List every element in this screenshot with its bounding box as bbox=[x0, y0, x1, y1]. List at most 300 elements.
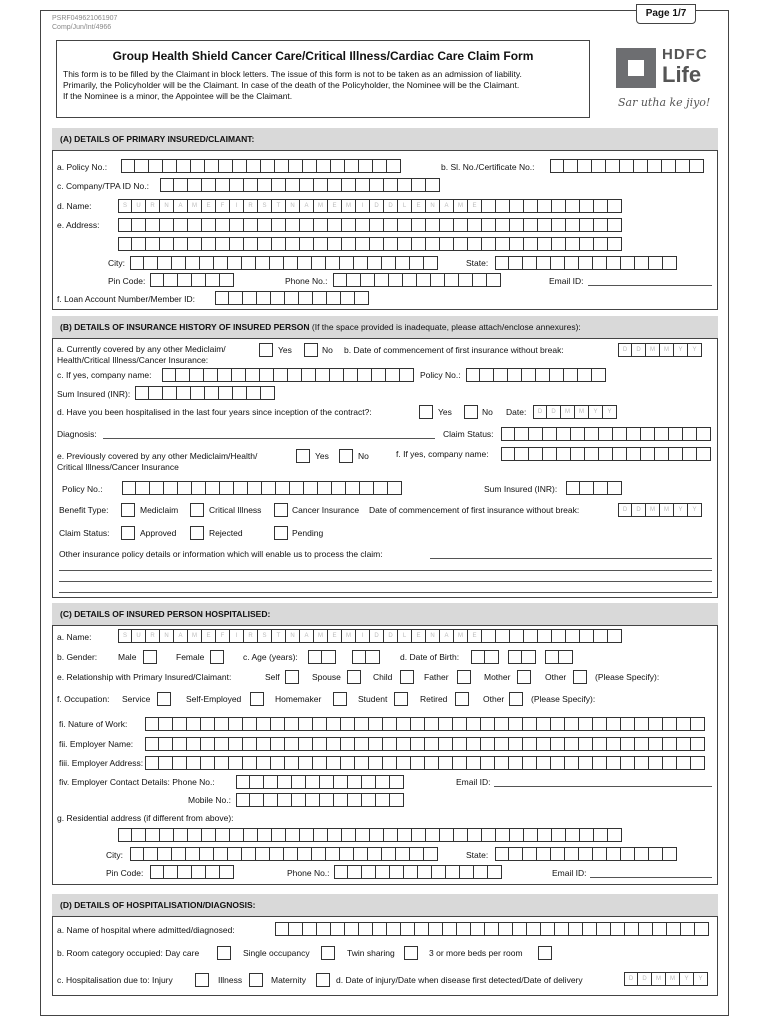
char-box[interactable] bbox=[669, 447, 683, 461]
char-box[interactable] bbox=[370, 828, 384, 842]
char-box[interactable] bbox=[374, 481, 388, 495]
char-box[interactable] bbox=[214, 847, 228, 861]
char-box[interactable] bbox=[453, 756, 467, 770]
char-box[interactable] bbox=[232, 368, 246, 382]
char-box[interactable] bbox=[509, 717, 523, 731]
char-box[interactable] bbox=[482, 218, 496, 232]
char-box[interactable] bbox=[552, 237, 566, 251]
char-box[interactable]: Y bbox=[694, 972, 708, 986]
char-box[interactable]: E bbox=[202, 199, 216, 213]
char-box[interactable] bbox=[341, 737, 355, 751]
char-box[interactable] bbox=[649, 737, 663, 751]
char-box[interactable] bbox=[697, 447, 711, 461]
char-box[interactable] bbox=[621, 847, 635, 861]
char-box[interactable] bbox=[579, 756, 593, 770]
char-box[interactable] bbox=[485, 922, 499, 936]
char-box[interactable]: S bbox=[258, 629, 272, 643]
char-box[interactable] bbox=[524, 199, 538, 213]
char-box[interactable] bbox=[334, 793, 348, 807]
char-box[interactable]: L bbox=[398, 629, 412, 643]
char-box[interactable]: M bbox=[314, 199, 328, 213]
char-box[interactable] bbox=[215, 717, 229, 731]
char-box[interactable] bbox=[214, 256, 228, 270]
char-box[interactable] bbox=[243, 291, 257, 305]
char-box[interactable] bbox=[398, 237, 412, 251]
b-c-input[interactable] bbox=[162, 368, 414, 382]
char-box[interactable] bbox=[641, 427, 655, 441]
char-box[interactable] bbox=[527, 922, 541, 936]
char-box[interactable] bbox=[355, 737, 369, 751]
char-box[interactable] bbox=[215, 756, 229, 770]
char-box[interactable]: A bbox=[300, 199, 314, 213]
char-box[interactable]: D bbox=[638, 972, 652, 986]
c-fiii-input[interactable] bbox=[145, 756, 705, 770]
char-box[interactable] bbox=[432, 865, 446, 879]
char-box[interactable] bbox=[404, 865, 418, 879]
char-box[interactable] bbox=[250, 775, 264, 789]
char-box[interactable] bbox=[536, 368, 550, 382]
char-box[interactable] bbox=[383, 756, 397, 770]
char-box[interactable] bbox=[398, 178, 412, 192]
char-box[interactable] bbox=[529, 427, 543, 441]
char-box[interactable] bbox=[580, 481, 594, 495]
char-box[interactable] bbox=[580, 629, 594, 643]
char-box[interactable] bbox=[200, 847, 214, 861]
char-box[interactable] bbox=[188, 237, 202, 251]
student-checkbox[interactable] bbox=[394, 692, 408, 706]
b-other-line-4[interactable] bbox=[59, 592, 712, 593]
b-a-no-checkbox[interactable] bbox=[304, 343, 318, 357]
char-box[interactable] bbox=[566, 481, 580, 495]
char-box[interactable] bbox=[218, 368, 232, 382]
char-box[interactable] bbox=[485, 650, 499, 664]
char-box[interactable] bbox=[372, 368, 386, 382]
char-box[interactable] bbox=[149, 386, 163, 400]
char-box[interactable] bbox=[150, 865, 164, 879]
char-box[interactable] bbox=[313, 291, 327, 305]
char-box[interactable] bbox=[471, 922, 485, 936]
char-box[interactable] bbox=[383, 717, 397, 731]
char-box[interactable] bbox=[559, 650, 573, 664]
char-box[interactable] bbox=[284, 847, 298, 861]
b-diag-line[interactable] bbox=[103, 438, 435, 439]
char-box[interactable] bbox=[621, 717, 635, 731]
char-box[interactable] bbox=[634, 159, 648, 173]
char-box[interactable] bbox=[299, 291, 313, 305]
char-box[interactable] bbox=[396, 256, 410, 270]
char-box[interactable] bbox=[286, 178, 300, 192]
char-box[interactable]: T bbox=[272, 199, 286, 213]
char-box[interactable] bbox=[243, 756, 257, 770]
c-name-input[interactable] bbox=[118, 629, 622, 643]
char-box[interactable] bbox=[192, 865, 206, 879]
char-box[interactable] bbox=[285, 717, 299, 731]
char-box[interactable]: S bbox=[118, 629, 132, 643]
char-box[interactable] bbox=[368, 847, 382, 861]
char-box[interactable]: D bbox=[624, 972, 638, 986]
char-box[interactable]: D bbox=[384, 199, 398, 213]
char-box[interactable] bbox=[242, 847, 256, 861]
char-box[interactable] bbox=[509, 737, 523, 751]
char-box[interactable] bbox=[620, 159, 634, 173]
char-box[interactable] bbox=[313, 737, 327, 751]
char-box[interactable] bbox=[290, 481, 304, 495]
char-box[interactable] bbox=[314, 828, 328, 842]
char-box[interactable] bbox=[272, 828, 286, 842]
char-box[interactable] bbox=[206, 865, 220, 879]
char-box[interactable] bbox=[243, 717, 257, 731]
char-box[interactable] bbox=[328, 828, 342, 842]
char-box[interactable] bbox=[593, 737, 607, 751]
char-box[interactable] bbox=[362, 793, 376, 807]
approved-checkbox[interactable] bbox=[121, 526, 135, 540]
char-box[interactable] bbox=[192, 481, 206, 495]
char-box[interactable] bbox=[312, 256, 326, 270]
d-d-date[interactable] bbox=[624, 972, 708, 986]
char-box[interactable] bbox=[426, 828, 440, 842]
char-box[interactable] bbox=[188, 218, 202, 232]
char-box[interactable] bbox=[495, 717, 509, 731]
char-box[interactable] bbox=[158, 256, 172, 270]
char-box[interactable] bbox=[326, 256, 340, 270]
char-box[interactable] bbox=[439, 756, 453, 770]
char-box[interactable] bbox=[552, 828, 566, 842]
char-box[interactable] bbox=[663, 256, 677, 270]
char-box[interactable] bbox=[424, 256, 438, 270]
char-box[interactable] bbox=[401, 922, 415, 936]
c-city-input[interactable] bbox=[130, 847, 438, 861]
b-b-date[interactable] bbox=[618, 343, 702, 357]
char-box[interactable] bbox=[551, 756, 565, 770]
char-box[interactable]: M bbox=[188, 629, 202, 643]
char-box[interactable] bbox=[411, 717, 425, 731]
char-box[interactable] bbox=[328, 218, 342, 232]
char-box[interactable] bbox=[300, 237, 314, 251]
char-box[interactable] bbox=[272, 237, 286, 251]
char-box[interactable] bbox=[256, 256, 270, 270]
char-box[interactable]: M bbox=[561, 405, 575, 419]
char-box[interactable] bbox=[383, 737, 397, 751]
char-box[interactable] bbox=[625, 922, 639, 936]
char-box[interactable] bbox=[440, 828, 454, 842]
char-box[interactable] bbox=[144, 847, 158, 861]
char-box[interactable] bbox=[557, 427, 571, 441]
char-box[interactable] bbox=[440, 237, 454, 251]
char-box[interactable] bbox=[334, 865, 348, 879]
char-box[interactable] bbox=[443, 922, 457, 936]
b-sum2-input[interactable] bbox=[566, 481, 622, 495]
char-box[interactable] bbox=[187, 756, 201, 770]
c-fi-input[interactable] bbox=[145, 717, 705, 731]
char-box[interactable] bbox=[299, 737, 313, 751]
char-box[interactable] bbox=[613, 447, 627, 461]
char-box[interactable] bbox=[145, 717, 159, 731]
char-box[interactable] bbox=[205, 159, 219, 173]
char-box[interactable] bbox=[362, 775, 376, 789]
char-box[interactable] bbox=[228, 256, 242, 270]
char-box[interactable]: D bbox=[618, 343, 632, 357]
char-box[interactable] bbox=[328, 237, 342, 251]
char-box[interactable] bbox=[304, 481, 318, 495]
char-box[interactable] bbox=[201, 756, 215, 770]
char-box[interactable] bbox=[186, 847, 200, 861]
char-box[interactable] bbox=[178, 865, 192, 879]
char-box[interactable] bbox=[243, 737, 257, 751]
char-box[interactable] bbox=[571, 427, 585, 441]
char-box[interactable] bbox=[663, 756, 677, 770]
char-box[interactable] bbox=[566, 629, 580, 643]
char-box[interactable] bbox=[178, 273, 192, 287]
char-box[interactable] bbox=[412, 218, 426, 232]
char-box[interactable] bbox=[649, 756, 663, 770]
char-box[interactable] bbox=[188, 178, 202, 192]
char-box[interactable] bbox=[342, 178, 356, 192]
char-box[interactable] bbox=[215, 737, 229, 751]
char-box[interactable] bbox=[278, 793, 292, 807]
char-box[interactable] bbox=[247, 386, 261, 400]
char-box[interactable]: F bbox=[216, 629, 230, 643]
char-box[interactable] bbox=[690, 159, 704, 173]
char-box[interactable] bbox=[412, 237, 426, 251]
char-box[interactable] bbox=[515, 427, 529, 441]
char-box[interactable] bbox=[429, 922, 443, 936]
char-box[interactable] bbox=[608, 218, 622, 232]
char-box[interactable] bbox=[306, 775, 320, 789]
char-box[interactable] bbox=[163, 159, 177, 173]
b-claim-input[interactable] bbox=[501, 427, 711, 441]
char-box[interactable] bbox=[496, 828, 510, 842]
char-box[interactable] bbox=[234, 481, 248, 495]
char-box[interactable]: E bbox=[468, 199, 482, 213]
char-box[interactable] bbox=[258, 237, 272, 251]
char-box[interactable] bbox=[494, 368, 508, 382]
char-box[interactable] bbox=[510, 237, 524, 251]
char-box[interactable] bbox=[403, 273, 417, 287]
char-box[interactable] bbox=[206, 481, 220, 495]
daycare-checkbox[interactable] bbox=[217, 946, 231, 960]
char-box[interactable] bbox=[396, 847, 410, 861]
char-box[interactable]: M bbox=[454, 629, 468, 643]
char-box[interactable] bbox=[513, 922, 527, 936]
service-checkbox[interactable] bbox=[157, 692, 171, 706]
char-box[interactable] bbox=[424, 847, 438, 861]
char-box[interactable] bbox=[439, 737, 453, 751]
char-box[interactable] bbox=[594, 629, 608, 643]
char-box[interactable]: R bbox=[244, 199, 258, 213]
char-box[interactable] bbox=[397, 717, 411, 731]
char-box[interactable] bbox=[118, 828, 132, 842]
char-box[interactable] bbox=[272, 218, 286, 232]
char-box[interactable]: A bbox=[440, 629, 454, 643]
char-box[interactable] bbox=[460, 865, 474, 879]
char-box[interactable] bbox=[370, 237, 384, 251]
char-box[interactable] bbox=[132, 218, 146, 232]
char-box[interactable] bbox=[691, 717, 705, 731]
child-checkbox[interactable] bbox=[400, 670, 414, 684]
char-box[interactable]: M bbox=[575, 405, 589, 419]
char-box[interactable] bbox=[370, 218, 384, 232]
char-box[interactable] bbox=[555, 922, 569, 936]
char-box[interactable] bbox=[537, 847, 551, 861]
char-box[interactable] bbox=[345, 159, 359, 173]
char-box[interactable] bbox=[229, 717, 243, 731]
char-box[interactable] bbox=[278, 775, 292, 789]
char-box[interactable] bbox=[384, 178, 398, 192]
char-box[interactable] bbox=[488, 865, 502, 879]
char-box[interactable]: D bbox=[632, 343, 646, 357]
char-box[interactable] bbox=[205, 386, 219, 400]
char-box[interactable] bbox=[471, 650, 485, 664]
b-doc-date[interactable] bbox=[618, 503, 702, 517]
char-box[interactable] bbox=[202, 828, 216, 842]
char-box[interactable]: Y bbox=[688, 503, 702, 517]
char-box[interactable] bbox=[150, 481, 164, 495]
char-box[interactable] bbox=[162, 368, 176, 382]
char-box[interactable] bbox=[230, 237, 244, 251]
char-box[interactable] bbox=[697, 427, 711, 441]
char-box[interactable] bbox=[276, 481, 290, 495]
mother-checkbox[interactable] bbox=[517, 670, 531, 684]
char-box[interactable] bbox=[172, 847, 186, 861]
name-input[interactable] bbox=[118, 199, 622, 213]
char-box[interactable] bbox=[361, 273, 375, 287]
char-box[interactable] bbox=[314, 178, 328, 192]
char-box[interactable] bbox=[271, 717, 285, 731]
char-box[interactable] bbox=[515, 447, 529, 461]
char-box[interactable] bbox=[247, 159, 261, 173]
char-box[interactable] bbox=[355, 756, 369, 770]
age-box-2[interactable] bbox=[352, 650, 380, 664]
char-box[interactable] bbox=[649, 256, 663, 270]
twin-checkbox[interactable] bbox=[404, 946, 418, 960]
char-box[interactable] bbox=[187, 717, 201, 731]
char-box[interactable] bbox=[459, 273, 473, 287]
injury-checkbox[interactable] bbox=[195, 973, 209, 987]
b-d-yes-checkbox[interactable] bbox=[419, 405, 433, 419]
char-box[interactable] bbox=[454, 218, 468, 232]
char-box[interactable] bbox=[300, 178, 314, 192]
char-box[interactable] bbox=[300, 218, 314, 232]
char-box[interactable] bbox=[509, 256, 523, 270]
char-box[interactable] bbox=[410, 256, 424, 270]
char-box[interactable]: M bbox=[646, 503, 660, 517]
char-box[interactable] bbox=[579, 717, 593, 731]
policy-no-input[interactable] bbox=[121, 159, 401, 173]
char-box[interactable] bbox=[426, 237, 440, 251]
char-box[interactable] bbox=[373, 159, 387, 173]
char-box[interactable] bbox=[510, 218, 524, 232]
char-box[interactable]: Y bbox=[603, 405, 617, 419]
char-box[interactable] bbox=[229, 291, 243, 305]
char-box[interactable] bbox=[202, 218, 216, 232]
char-box[interactable] bbox=[677, 756, 691, 770]
char-box[interactable] bbox=[495, 737, 509, 751]
char-box[interactable] bbox=[257, 291, 271, 305]
char-box[interactable] bbox=[635, 737, 649, 751]
char-box[interactable] bbox=[327, 717, 341, 731]
char-box[interactable] bbox=[342, 218, 356, 232]
char-box[interactable] bbox=[683, 447, 697, 461]
c-fiv-input[interactable] bbox=[236, 775, 404, 789]
dob-mm[interactable] bbox=[508, 650, 536, 664]
char-box[interactable] bbox=[130, 847, 144, 861]
char-box[interactable] bbox=[480, 368, 494, 382]
char-box[interactable] bbox=[333, 273, 347, 287]
char-box[interactable] bbox=[200, 256, 214, 270]
char-box[interactable]: I bbox=[230, 629, 244, 643]
char-box[interactable] bbox=[376, 865, 390, 879]
c-email2-line[interactable] bbox=[590, 877, 712, 878]
char-box[interactable]: N bbox=[160, 199, 174, 213]
char-box[interactable] bbox=[192, 273, 206, 287]
char-box[interactable] bbox=[177, 159, 191, 173]
char-box[interactable] bbox=[482, 199, 496, 213]
char-box[interactable] bbox=[635, 256, 649, 270]
char-box[interactable] bbox=[356, 828, 370, 842]
char-box[interactable] bbox=[136, 481, 150, 495]
char-box[interactable]: M bbox=[660, 343, 674, 357]
char-box[interactable] bbox=[344, 368, 358, 382]
char-box[interactable] bbox=[327, 291, 341, 305]
char-box[interactable] bbox=[132, 237, 146, 251]
char-box[interactable]: T bbox=[272, 629, 286, 643]
char-box[interactable] bbox=[146, 828, 160, 842]
father-checkbox[interactable] bbox=[457, 670, 471, 684]
char-box[interactable] bbox=[261, 386, 275, 400]
sl-no-input[interactable] bbox=[550, 159, 704, 173]
char-box[interactable] bbox=[446, 865, 460, 879]
char-box[interactable] bbox=[248, 481, 262, 495]
char-box[interactable] bbox=[118, 237, 132, 251]
char-box[interactable] bbox=[482, 828, 496, 842]
char-box[interactable]: A bbox=[174, 629, 188, 643]
char-box[interactable] bbox=[190, 368, 204, 382]
char-box[interactable] bbox=[607, 847, 621, 861]
char-box[interactable]: U bbox=[132, 199, 146, 213]
char-box[interactable] bbox=[299, 756, 313, 770]
c-res-line-1[interactable] bbox=[118, 828, 622, 842]
char-box[interactable] bbox=[635, 717, 649, 731]
char-box[interactable]: D bbox=[370, 629, 384, 643]
char-box[interactable] bbox=[257, 756, 271, 770]
char-box[interactable] bbox=[585, 447, 599, 461]
char-box[interactable] bbox=[174, 237, 188, 251]
char-box[interactable] bbox=[286, 828, 300, 842]
char-box[interactable] bbox=[468, 237, 482, 251]
char-box[interactable] bbox=[347, 273, 361, 287]
char-box[interactable] bbox=[445, 273, 459, 287]
char-box[interactable] bbox=[594, 481, 608, 495]
char-box[interactable] bbox=[242, 256, 256, 270]
char-box[interactable] bbox=[368, 256, 382, 270]
char-box[interactable] bbox=[345, 922, 359, 936]
char-box[interactable] bbox=[538, 218, 552, 232]
char-box[interactable] bbox=[334, 775, 348, 789]
char-box[interactable] bbox=[580, 237, 594, 251]
char-box[interactable] bbox=[593, 847, 607, 861]
char-box[interactable]: I bbox=[356, 629, 370, 643]
char-box[interactable]: R bbox=[244, 629, 258, 643]
char-box[interactable] bbox=[467, 717, 481, 731]
char-box[interactable] bbox=[271, 756, 285, 770]
rejected-checkbox[interactable] bbox=[190, 526, 204, 540]
char-box[interactable] bbox=[306, 793, 320, 807]
char-box[interactable] bbox=[369, 717, 383, 731]
char-box[interactable] bbox=[202, 237, 216, 251]
char-box[interactable]: D bbox=[632, 503, 646, 517]
b-f-input[interactable] bbox=[501, 447, 711, 461]
d-a-input[interactable] bbox=[275, 922, 709, 936]
